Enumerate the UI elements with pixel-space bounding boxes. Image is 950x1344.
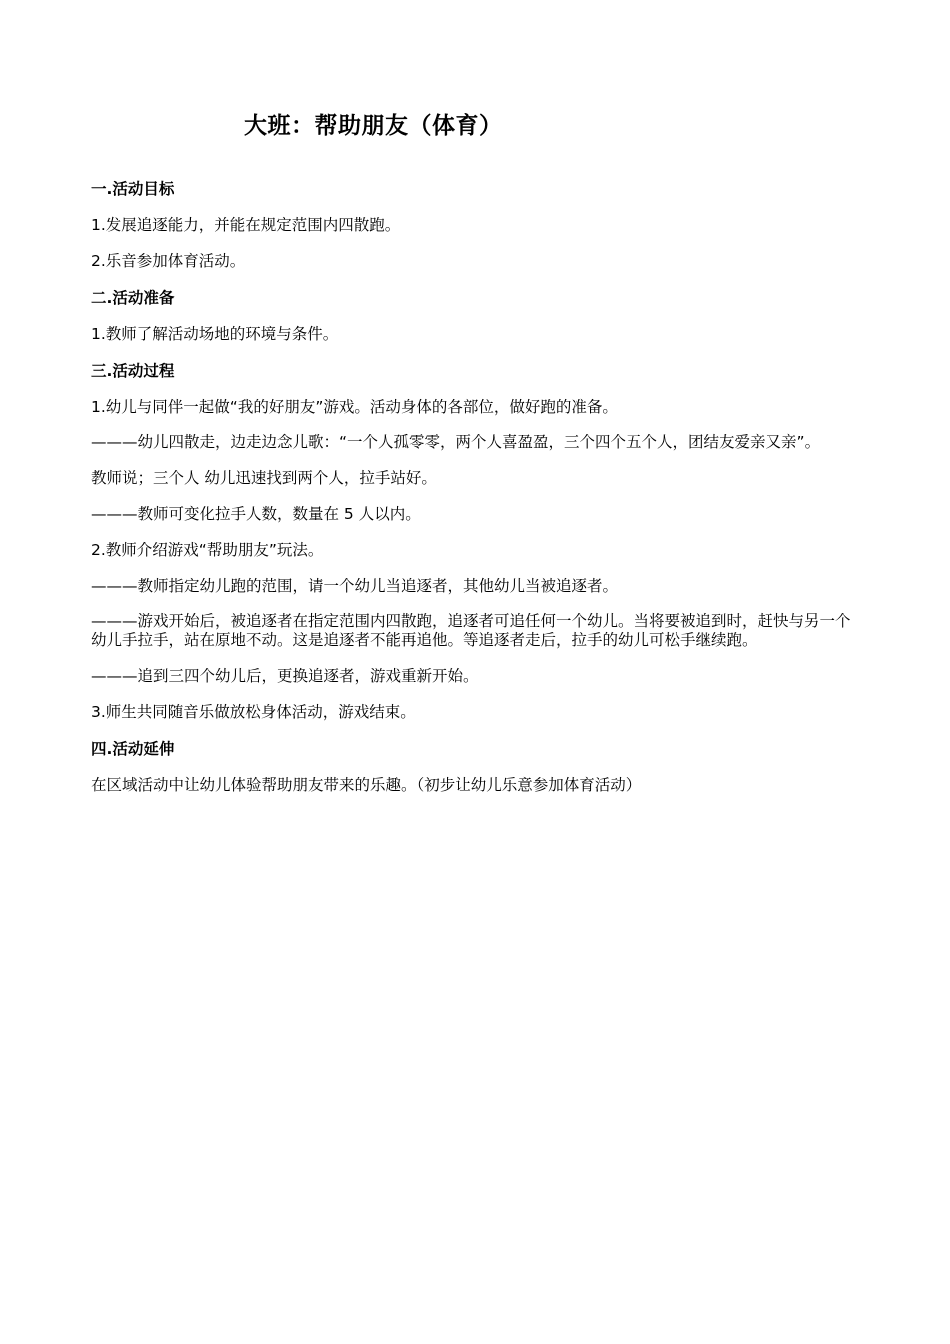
document-title: 大班：帮助朋友（体育）	[244, 113, 503, 139]
extension-item-1: 在区域活动中让幼儿体验帮助朋友带来的乐趣。（初步让幼儿乐意参加体育活动）	[91, 776, 642, 794]
document-body	[91, 178, 855, 811]
process-note-range: ———教师指定幼儿跑的范围，请一个幼儿当追逐者，其他幼儿当被追逐者。	[91, 577, 619, 595]
section-heading-extension: 四.活动延伸	[91, 740, 175, 758]
process-note-group-size: ———教师可变化拉手人数，数量在 5 人以内。	[91, 505, 421, 523]
process-note-rules: ———游戏开始后，被追逐者在指定范围内四散跑，追逐者可追任何一个幼儿。当将要被追到时，赶快与另一个幼儿手拉手，站在原地不动。这是追逐者不能再追他。等追逐者走后，拉手的幼儿可松手继续跑。	[91, 612, 851, 649]
process-step-3: 3.师生共同随音乐做放松身体活动，游戏结束。	[91, 703, 416, 721]
preparation-item-1: 1.教师了解活动场地的环境与条件。	[91, 325, 339, 343]
process-note-rhyme: ———幼儿四散走，边走边念儿歌：“一个人孤零零，两个人喜盈盈，三个四个五个人，团结友爱亲又亲”。	[91, 433, 821, 451]
goal-item-2: 2.乐音参加体育活动。	[91, 252, 246, 270]
process-step-2: 2.教师介绍游戏“帮助朋友”玩法。	[91, 541, 324, 559]
process-note-teacher-says: 教师说；三个人 幼儿迅速找到两个人，拉手站好。	[91, 469, 437, 487]
goal-item-1: 1.发展追逐能力，并能在规定范围内四散跑。	[91, 216, 401, 234]
section-heading-goals: 一.活动目标	[91, 180, 175, 198]
section-heading-process: 三.活动过程	[91, 362, 175, 380]
process-note-switch: ———追到三四个幼儿后，更换追逐者，游戏重新开始。	[91, 667, 479, 685]
process-step-1: 1.幼儿与同伴一起做“我的好朋友”游戏。活动身体的各部位，做好跑的准备。	[91, 398, 618, 416]
section-heading-preparation: 二.活动准备	[91, 289, 175, 307]
